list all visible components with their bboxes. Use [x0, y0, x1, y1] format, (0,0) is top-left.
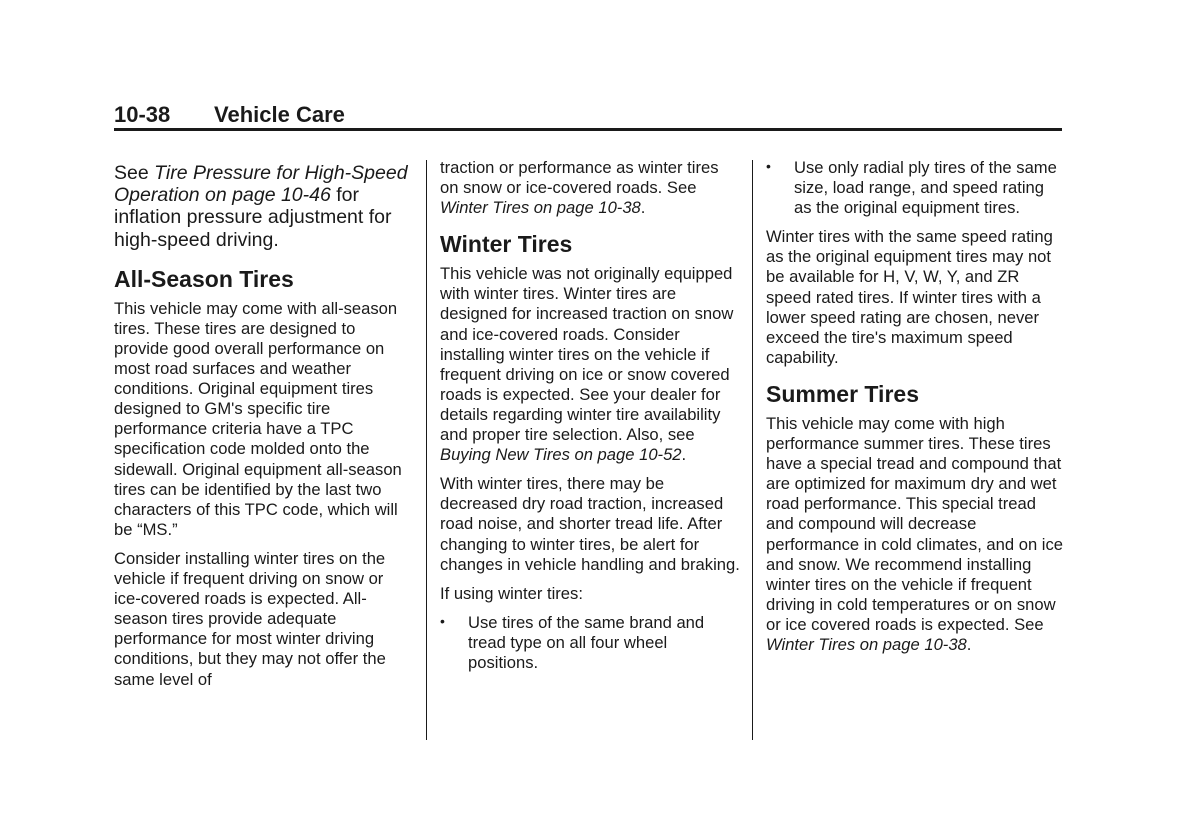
list-item: • Use tires of the same brand and tread type on all four wheel positions. [440, 612, 705, 672]
section-title: Vehicle Care [214, 102, 345, 127]
intro-paragraph: See Tire Pressure for High-Speed Operation on page 10-46 for inflation pressure adjustment for high-speed driving. [114, 162, 408, 251]
heading-summer-tires: Summer Tires [766, 380, 919, 407]
all-season-paragraph-1: This vehicle may come with all-season tires. These tires are designed to provide good overall performance on most road surfaces and weather conditions. Original equipment tires designed to GM's specific tire performance criteria have a TPC specification code molded onto the sidewall. Original equipment all-season tires can be identified by the last two characters of this TPC code, which will be “MS.” [114, 298, 402, 539]
cross-reference-link[interactable]: Tire Pressure for High-Speed Operation on page 10-46 [114, 162, 408, 207]
heading-winter-tires: Winter Tires [440, 231, 573, 258]
cross-reference-link[interactable]: Winter Tires on page 10-38 [766, 634, 967, 654]
page-header [114, 100, 1062, 132]
speed-rating-paragraph: Winter tires with the same speed rating as the original equipment tires may not be available for H, V, W, Y, and ZR speed rated tires. If winter tires with a lower speed rating are chosen, never exceed the tire's maximum speed capability. [766, 227, 1053, 367]
column-1 [114, 158, 414, 699]
column-2 [440, 158, 740, 682]
column-3 [766, 158, 1066, 664]
winter-paragraph-3: If using winter tires: [440, 583, 583, 603]
column-divider [752, 160, 753, 740]
winter-paragraph-2: With winter tires, there may be decreased dry road traction, increased road noise, and shorter tread life. After changing to winter tires, be alert for changes in vehicle handling and braking. [440, 474, 740, 574]
bullet-icon: • [766, 158, 771, 174]
continued-paragraph: traction or performance as winter tires on snow or ice-covered roads. See Winter Tires on page 10-38. [440, 158, 719, 218]
summer-paragraph: This vehicle may come with high performance summer tires. These tires have a special tread and compound that are optimized for maximum dry and wet road performance. This special tread and compound will decrease performance in cold climates, and on ice and snow. We recommend installing winter tires on the vehicle if frequent driving in cold temperatures or on snow or ice covered roads is expected. See Winter Tires on page 10-38. [766, 413, 1063, 654]
heading-all-season-tires: All-Season Tires [114, 265, 294, 292]
column-divider [426, 160, 427, 740]
page-number: 10-38 [114, 102, 171, 127]
winter-paragraph-1: This vehicle was not originally equipped with winter tires. Winter tires are designed for increased traction on snow and ice-covered roads. Consider installing winter tires on the vehicle if frequent driving on ice or snow covered roads is expected. See your dealer for details regarding winter tire availability and proper tire selection. Also, see Buying New Tires on page 10-52. [440, 264, 734, 465]
header-rule [114, 128, 1062, 131]
list-item: • Use only radial ply tires of the same size, load range, and speed rating as the original equipment tires. [766, 158, 1057, 218]
all-season-paragraph-2: Consider installing winter tires on the vehicle if frequent driving on snow or ice-covered roads is expected. All-season tires provide adequate performance for most winter driving conditions, but they may not offer the same level of [114, 548, 386, 689]
bullet-icon: • [440, 612, 445, 629]
cross-reference-link[interactable]: Buying New Tires on page 10-52 [440, 445, 682, 465]
cross-reference-link[interactable]: Winter Tires on page 10-38 [440, 198, 641, 218]
